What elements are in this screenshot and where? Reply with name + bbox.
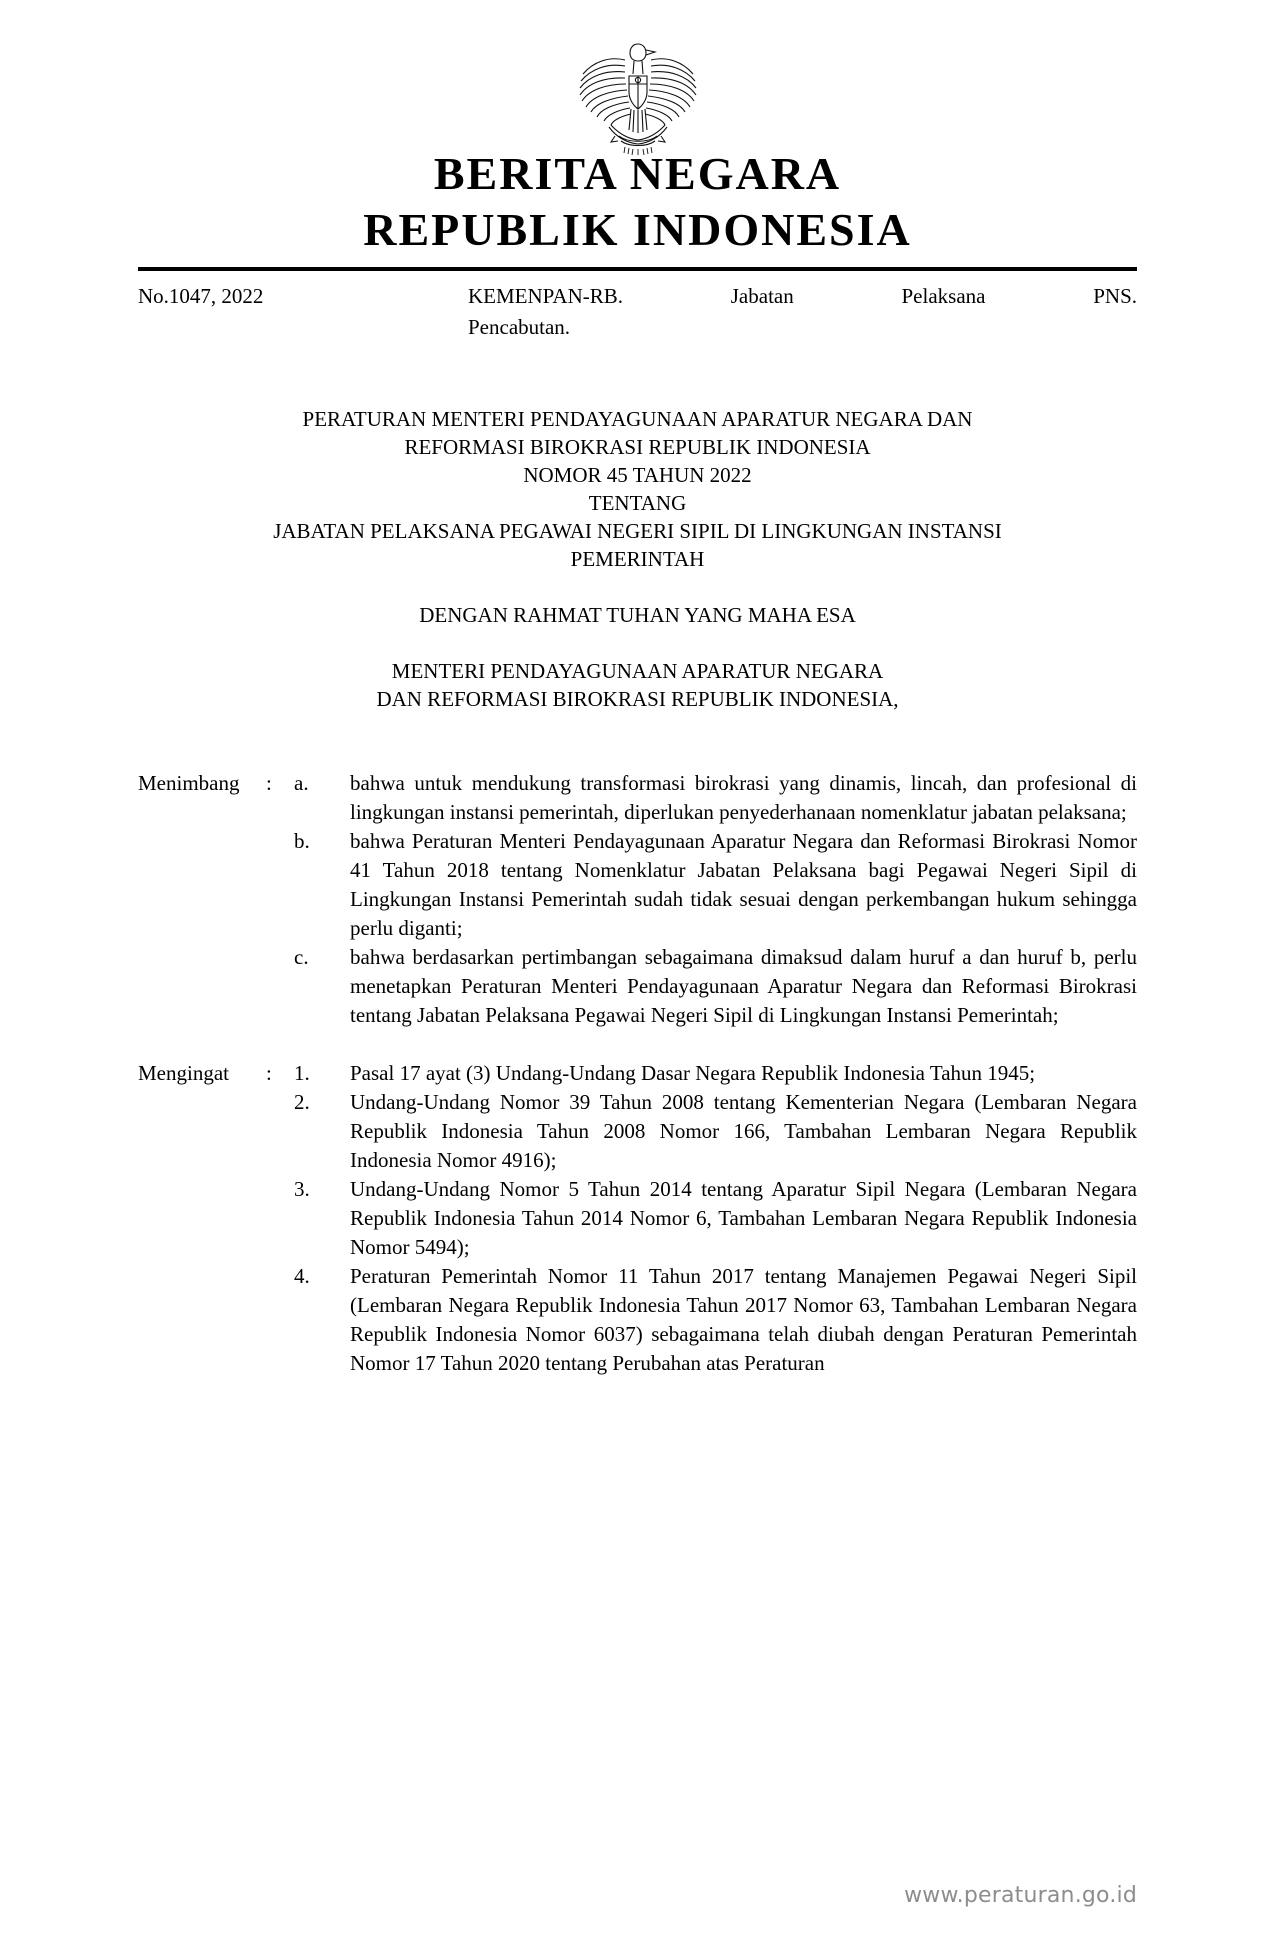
clause-text: bahwa berdasarkan pertimbangan sebagaimana dimaksud dalam huruf a dan huruf b, perlu menetapkan Peraturan Menteri Pendayagunaan Aparatur Negara dan Reformasi Birokrasi tentang Jabatan Pelaksana Pegawai Negeri Sipil di Lingkungan Instansi Pemerintah; (350, 945, 1137, 1027)
document-number: No.1047, 2022 (138, 284, 264, 308)
emblem-container (0, 0, 1275, 140)
document-subject (468, 281, 1137, 343)
clauses-container (138, 769, 1137, 1378)
title-line-1: PERATURAN MENTERI PENDAYAGUNAAN APARATUR NEGARA DAN (302, 407, 973, 431)
title-line-5: JABATAN PELAKSANA PEGAWAI NEGERI SIPIL DI LINGKUNGAN INSTANSI (273, 519, 1002, 543)
clause-item (294, 1059, 1137, 1088)
clause-item (294, 827, 1137, 943)
section-mengingat (138, 1059, 1137, 1378)
masthead-line-1: BERITA NEGARA (433, 148, 842, 199)
clause-marker: a. (294, 771, 309, 795)
regulation-title (138, 405, 1137, 573)
authority-line-1: MENTERI PENDAYAGUNAAN APARATUR NEGARA (391, 659, 884, 683)
section-items-menimbang (294, 769, 1137, 1030)
clause-item (294, 1262, 1137, 1378)
clause-text: Pasal 17 ayat (3) Undang-Undang Dasar Negara Republik Indonesia Tahun 1945; (350, 1061, 1036, 1085)
document-header-line (138, 281, 1137, 343)
section-colon-mengingat: : (266, 1061, 272, 1085)
section-menimbang (138, 769, 1137, 1030)
title-line-2: REFORMASI BIROKRASI REPUBLIK INDONESIA (404, 435, 871, 459)
clause-text: Undang-Undang Nomor 5 Tahun 2014 tentang Aparatur Sipil Negara (Lembaran Negara Republik Indonesia Tahun 2014 Nomor 6, Tambahan Lembaran Negara Republik Indonesia Nomor 5494); (350, 1177, 1137, 1259)
invocation-line: DENGAN RAHMAT TUHAN YANG MAHA ESA (419, 603, 856, 627)
section-label-menimbang: Menimbang (138, 771, 240, 795)
clause-item (294, 943, 1137, 1030)
masthead-line-2: REPUBLIK INDONESIA (363, 204, 912, 255)
clause-text: Undang-Undang Nomor 39 Tahun 2008 tentang Kementerian Negara (Lembaran Negara Republik Indonesia Tahun 2008 Nomor 166, Tambahan Lembaran Negara Republik Indonesia Nomor 4916); (350, 1090, 1137, 1172)
clause-text: Peraturan Pemerintah Nomor 11 Tahun 2017 tentang Manajemen Pegawai Negeri Sipil (Lembaran Negara Republik Indonesia Tahun 2017 Nomor 63, Tambahan Lembaran Negara Republik Indonesia Nomor 6037) sebagaimana telah diubah dengan Peraturan Pemerintah Nomor 17 Tahun 2020 tentang Perubahan atas Peraturan (350, 1264, 1137, 1375)
document-subject-tail: Pencabutan. (468, 315, 571, 339)
authority-line-2: DAN REFORMASI BIROKRASI REPUBLIK INDONESIA, (376, 687, 899, 711)
clause-marker: c. (294, 945, 309, 969)
clause-text: bahwa Peraturan Menteri Pendayagunaan Aparatur Negara dan Reformasi Birokrasi Nomor 41 Tahun 2018 tentang Nomenklatur Jabatan Pelaksana bagi Pegawai Negeri Sipil di Lingkungan Instansi Pemerintah sudah tidak sesuai dengan perkembangan hukum sehingga perlu diganti; (350, 829, 1137, 940)
clause-item (294, 1175, 1137, 1262)
clause-marker: b. (294, 829, 310, 853)
garuda-pancasila-emblem (563, 30, 713, 162)
title-line-4: TENTANG (588, 491, 687, 515)
document-subject-text: KEMENPAN-RB. Jabatan Pelaksana PNS. (468, 284, 1137, 308)
section-items-mengingat (294, 1059, 1137, 1378)
title-line-3: NOMOR 45 TAHUN 2022 (523, 463, 752, 487)
section-label-mengingat: Mengingat (138, 1061, 229, 1085)
clause-item (294, 769, 1137, 827)
clause-marker: 4. (294, 1264, 310, 1288)
footer-url: www.peraturan.go.id (904, 1883, 1137, 1908)
section-colon-menimbang: : (266, 771, 272, 795)
masthead (0, 146, 1275, 258)
clause-marker: 2. (294, 1090, 310, 1114)
clause-marker: 1. (294, 1061, 310, 1085)
title-line-6: PEMERINTAH (570, 547, 705, 571)
issuing-authority (138, 657, 1137, 713)
clause-text: bahwa untuk mendukung transformasi birokrasi yang dinamis, lincah, dan profesional di lingkungan instansi pemerintah, diperlukan penyederhanaan nomenklatur jabatan pelaksana; (350, 771, 1137, 824)
masthead-divider (138, 267, 1137, 271)
clause-marker: 3. (294, 1177, 310, 1201)
clause-item (294, 1088, 1137, 1175)
